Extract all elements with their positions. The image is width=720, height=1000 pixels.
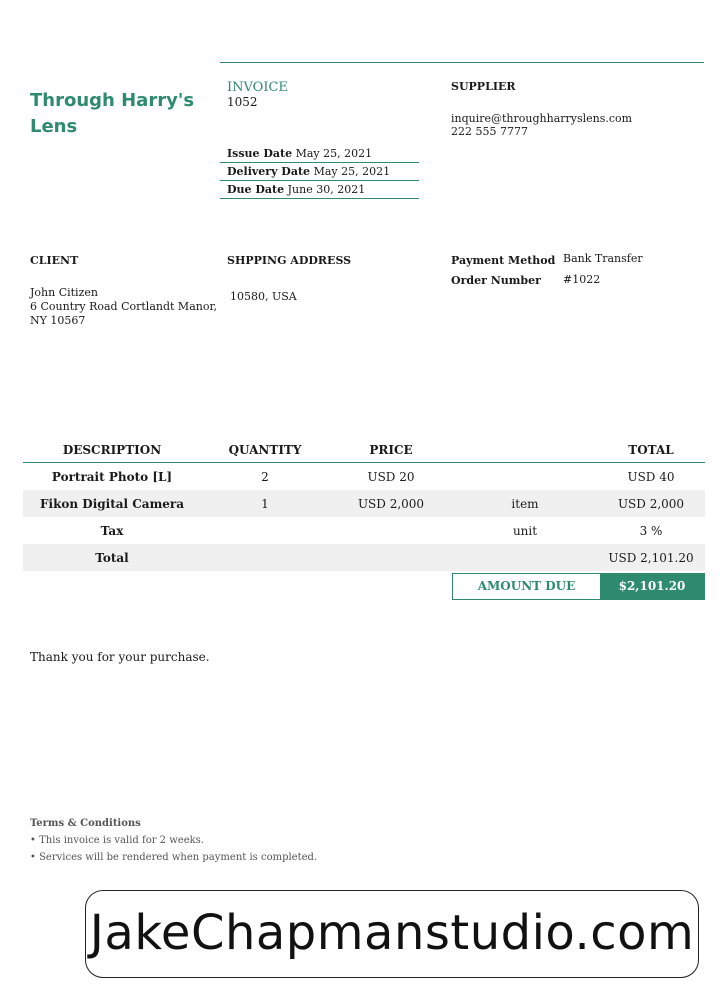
cell-price [329, 517, 453, 544]
issue-date-value: May 25, 2021 [295, 147, 373, 160]
watermark-banner: JakeChapmanstudio.com [85, 890, 699, 978]
header-unit [453, 438, 597, 463]
due-date-row [220, 181, 419, 198]
order-number-value: #1022 [563, 273, 601, 286]
cell-price: USD 20 [367, 469, 415, 484]
table-row [23, 463, 705, 491]
client-address-line1: 6 Country Road Cortlandt Manor, [30, 300, 218, 313]
shipping-title: SHPPING ADDRESS [227, 254, 352, 267]
cell-description: Tax [100, 523, 124, 538]
client-name: John Citizen [30, 286, 98, 299]
delivery-date-label: Delivery Date [227, 165, 311, 178]
terms-title: Terms & Conditions [30, 818, 141, 829]
date-divider [220, 198, 419, 199]
cell-total: USD 2,101.20 [597, 544, 705, 571]
supplier-title: SUPPLIER [451, 80, 516, 93]
terms-item: • Services will be rendered when payment is completed. [30, 852, 318, 863]
cell-quantity: 1 [201, 490, 329, 517]
header-price: PRICE [329, 438, 453, 463]
header-quantity: QUANTITY [201, 438, 329, 463]
items-table [23, 438, 705, 571]
table-row [23, 544, 705, 571]
cell-unit: item [453, 490, 597, 517]
amount-due-label: AMOUNT DUE [477, 579, 576, 593]
cell-total: USD 40 [627, 469, 675, 484]
cell-quantity [201, 544, 329, 571]
invoice-title: INVOICE [227, 80, 288, 95]
cell-unit [453, 463, 597, 491]
client-title: CLIENT [30, 254, 79, 267]
company-name: Through Harry's Lens [30, 90, 195, 137]
amount-due-value: $2,101.20 [600, 574, 704, 599]
cell-price: USD 2,000 [329, 490, 453, 517]
due-date-value: June 30, 2021 [287, 183, 366, 196]
issue-date-label: Issue Date [227, 147, 293, 160]
delivery-date-row [220, 163, 419, 180]
order-number-label: Order Number [451, 274, 541, 287]
cell-unit [453, 544, 597, 571]
terms-section [30, 815, 317, 866]
header-divider [220, 62, 704, 63]
cell-total: USD 2,000 [597, 490, 705, 517]
issue-date-row [220, 145, 419, 162]
client-address-line2: NY 10567 [30, 314, 86, 327]
cell-quantity [201, 517, 329, 544]
header-description: DESCRIPTION [23, 438, 201, 463]
cell-quantity: 2 [261, 469, 269, 484]
table-header-row [23, 438, 705, 463]
table-row [23, 517, 705, 544]
cell-unit: unit [512, 523, 538, 538]
cell-description: Total [23, 544, 201, 571]
delivery-date-value: May 25, 2021 [313, 165, 391, 178]
due-date-label: Due Date [227, 183, 285, 196]
table-row [23, 490, 705, 517]
cell-total: 3 % [639, 523, 663, 538]
cell-price [329, 544, 453, 571]
cell-description: Portrait Photo [L] [51, 469, 173, 484]
header-total: TOTAL [597, 438, 705, 463]
payment-method-value: Bank Transfer [563, 252, 643, 265]
shipping-address: 10580, USA [230, 290, 297, 303]
supplier-email: inquire@throughharryslens.com [451, 112, 633, 125]
amount-due-box [452, 573, 705, 600]
payment-method-label: Payment Method [451, 254, 556, 267]
supplier-phone: 222 555 7777 [451, 125, 528, 138]
terms-item: • This invoice is valid for 2 weeks. [30, 835, 204, 846]
invoice-number: 1052 [227, 95, 258, 109]
cell-description: Fikon Digital Camera [23, 490, 201, 517]
thank-you-note: Thank you for your purchase. [30, 650, 210, 664]
